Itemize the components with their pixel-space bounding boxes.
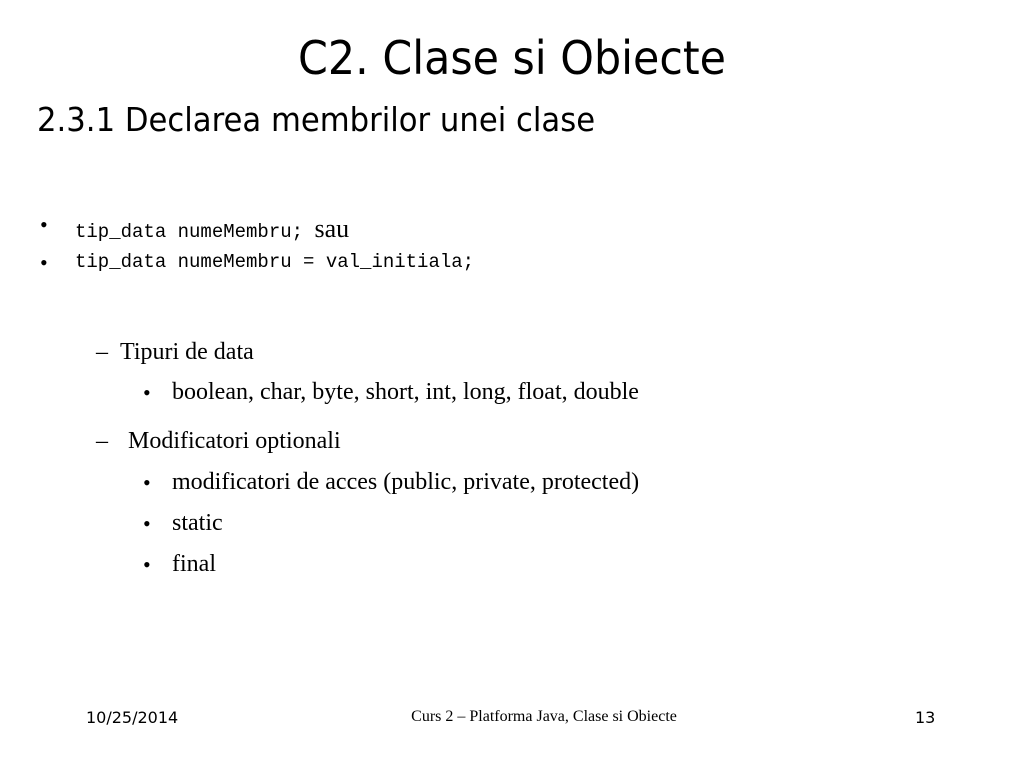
section-heading-modificatori: Modificatori optionali xyxy=(128,428,341,454)
declaration-code: tip_data numeMembru; xyxy=(75,221,304,243)
declaration-code: tip_data numeMembru = val_initiala; xyxy=(75,251,475,273)
dash-marker: – xyxy=(96,339,108,365)
bullet-marker: • xyxy=(143,552,151,577)
bullet-marker: • xyxy=(143,380,151,405)
bullet-marker: • xyxy=(40,250,48,275)
list-item: static xyxy=(172,510,223,536)
footer-date: 10/25/2014 xyxy=(86,708,179,727)
declaration-line-2 xyxy=(75,251,474,273)
footer-course-title: Curs 2 – Platforma Java, Clase si Obiecte xyxy=(411,708,677,725)
footer-page-number: 13 xyxy=(915,708,936,727)
list-item: final xyxy=(172,551,216,577)
slide-title: C2. Clase si Obiecte xyxy=(298,31,726,85)
declaration-line-1 xyxy=(75,214,349,244)
dash-marker: – xyxy=(96,428,108,454)
section-heading-tipuri: Tipuri de data xyxy=(120,339,254,365)
declaration-suffix: sau xyxy=(314,214,350,243)
bullet-marker: • xyxy=(143,511,151,536)
bullet-marker: • xyxy=(40,212,48,237)
bullet-marker: • xyxy=(143,470,151,495)
list-item: boolean, char, byte, short, int, long, float, double xyxy=(172,379,639,405)
slide-subtitle: 2.3.1 Declarea membrilor unei clase xyxy=(37,100,596,139)
list-item: modificatori de acces (public, private, protected) xyxy=(172,469,640,495)
